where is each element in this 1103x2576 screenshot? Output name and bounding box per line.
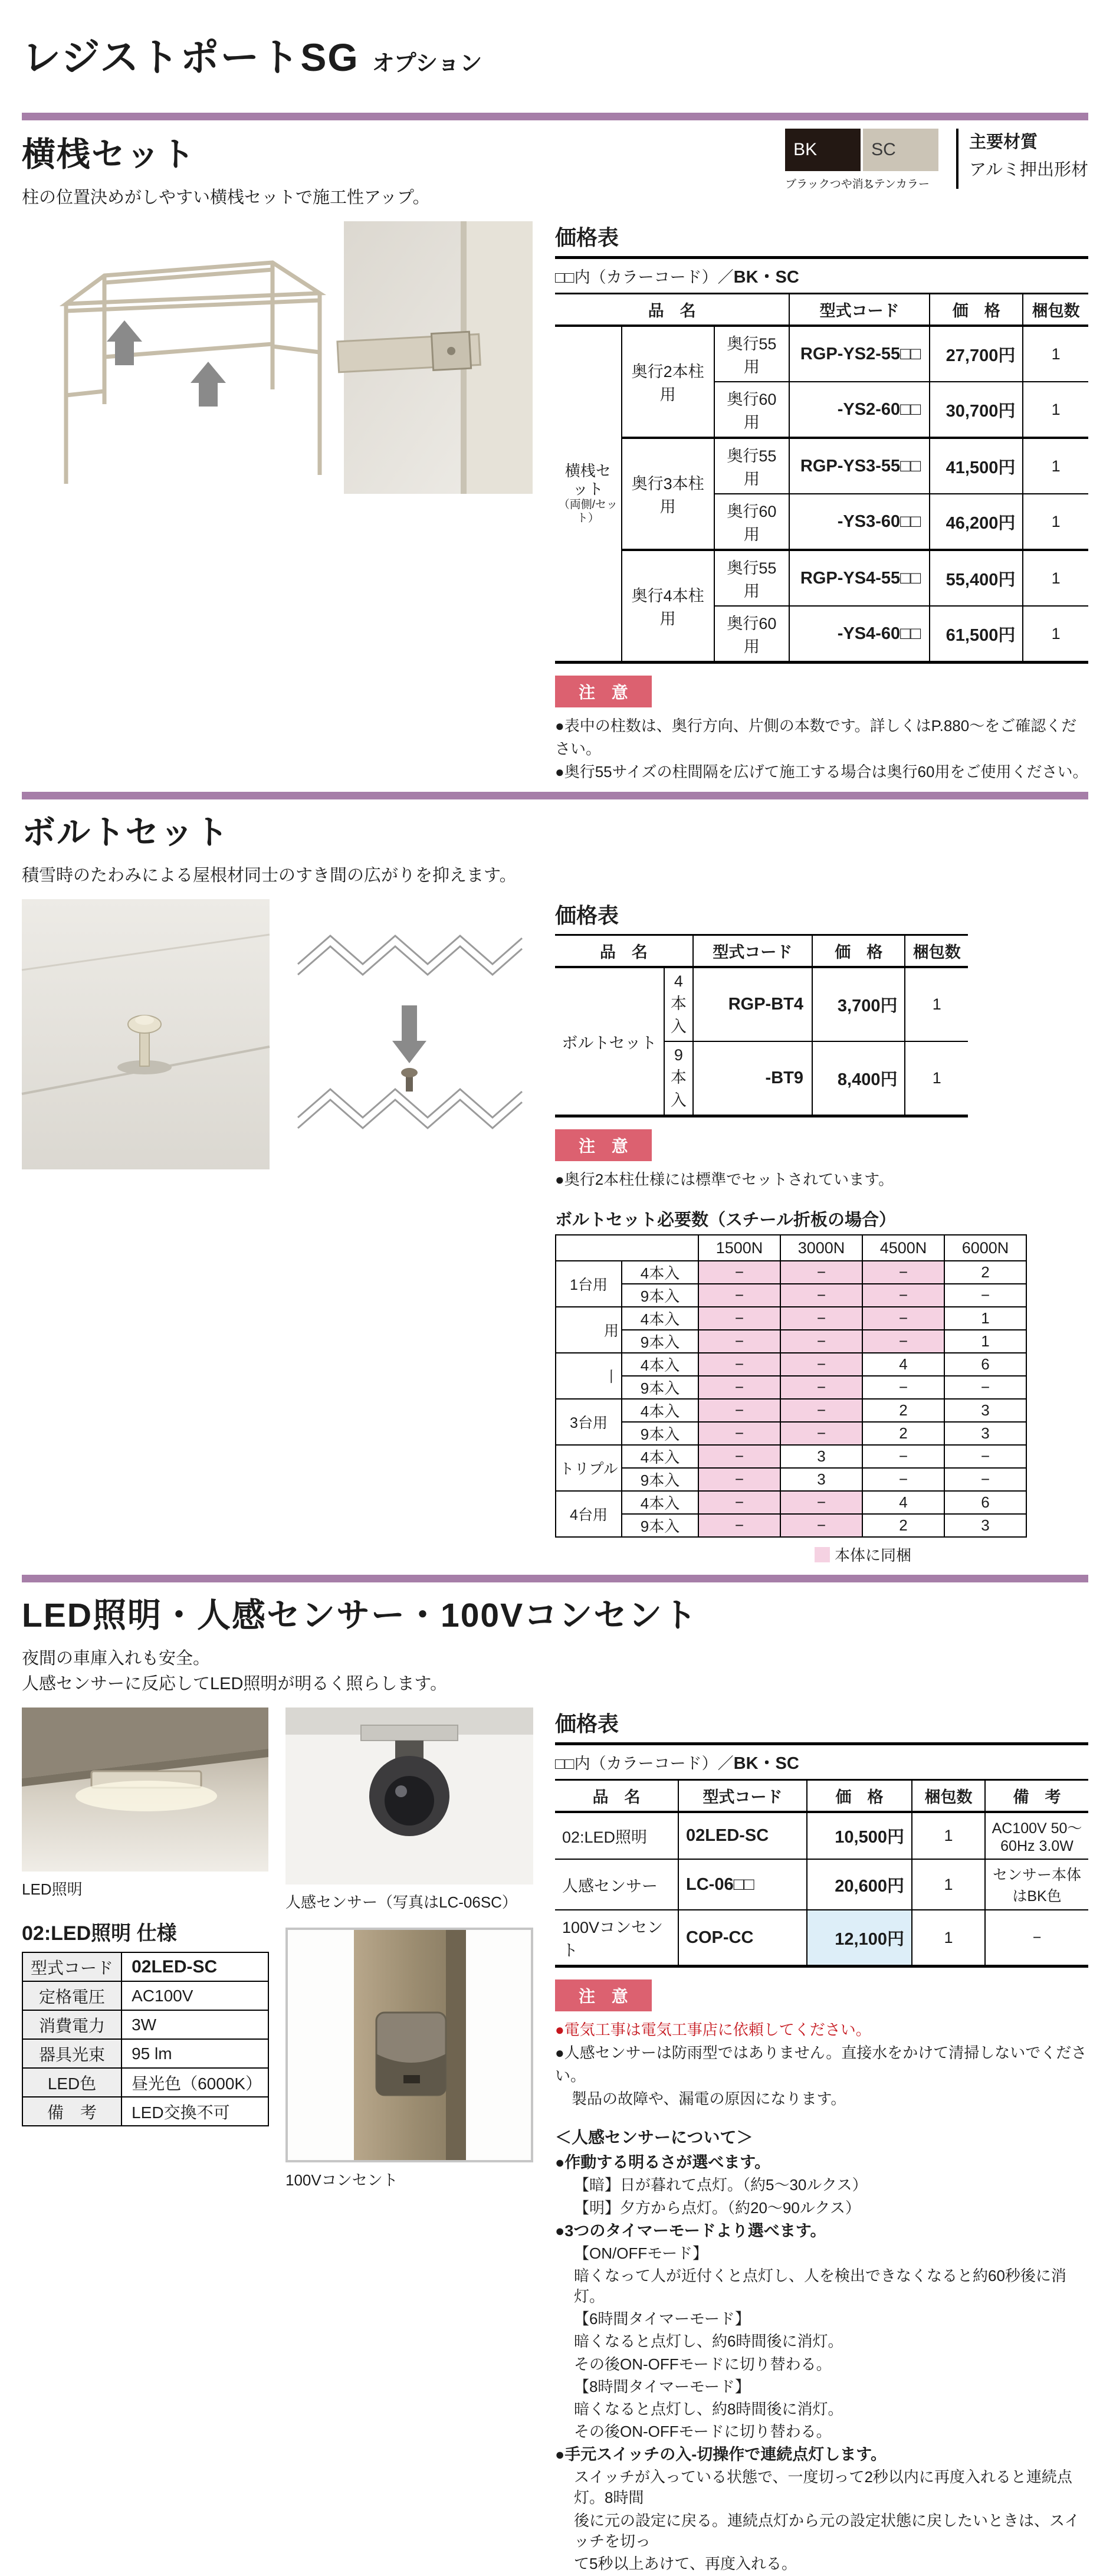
matrix-legend	[815, 1543, 1088, 1565]
matrix-cell: −	[698, 1514, 780, 1537]
col-header-price: 価 格	[807, 1780, 912, 1813]
sensor-info-line: 後に元の設定に戻る。連続点灯から元の設定状態に戻したいときは、スイッチを切っ	[574, 2511, 1080, 2550]
matrix-group-label: 丨	[556, 1353, 622, 1399]
depth-cell: 奥行55用	[714, 550, 790, 606]
spec-value: 02LED-SC	[122, 1952, 268, 1981]
qty-cell: 1	[1023, 606, 1088, 663]
rail-closeup-photo	[344, 221, 533, 494]
price-cell: 10,500円	[807, 1812, 912, 1859]
matrix-row	[556, 1261, 1026, 1284]
depth-cell: 奥行60用	[714, 382, 790, 438]
spec-label: 型式コード	[22, 1952, 122, 1981]
subgroup-label: 奥行3本柱用	[622, 438, 714, 550]
matrix-cell: 2	[862, 1422, 944, 1445]
col-header-name: 品 名	[555, 1780, 678, 1813]
col-header-qty: 梱包数	[905, 935, 968, 968]
matrix-group-label: 3台用	[556, 1399, 622, 1445]
subgroup-label: 奥行4本柱用	[622, 550, 714, 663]
spec-label: 消費電力	[22, 2010, 122, 2039]
sensor-info-line: 【暗】日が暮れて点灯。（約5〜30ルクス）	[574, 2176, 868, 2194]
matrix-row	[556, 1376, 1026, 1399]
matrix-group-label: 1台用	[556, 1261, 622, 1307]
color-code-note-prefix: □□内（カラーコード）／	[555, 1755, 734, 1772]
roof-panel-diagram	[286, 899, 533, 1169]
code-cell: RGP-YS2-55□□	[789, 326, 930, 382]
pack-cell: 9本入	[622, 1514, 698, 1537]
spec-label: LED色	[22, 2068, 122, 2097]
group-sublabel: （両側/セット）	[558, 499, 618, 525]
matrix-cell: −	[698, 1468, 780, 1491]
matrix-row	[556, 1353, 1026, 1376]
note-line-red: ●電気工事は電気工事店に依頼してください。	[555, 2021, 871, 2038]
section-lead-led-2: 人感センサーに反応してLED照明が明るく照らします。	[22, 1674, 448, 1693]
sensor-info-line: ●3つのタイマーモードより選べます。	[555, 2221, 826, 2240]
remark-cell: センサー本体はBK色	[985, 1859, 1088, 1910]
code-cell: COP-CC	[678, 1910, 807, 1967]
group-label-cell	[555, 326, 622, 663]
spec-value: 昼光色（6000K）	[122, 2068, 268, 2097]
pack-cell: 9本入	[622, 1330, 698, 1353]
matrix-cell: 2	[862, 1399, 944, 1422]
matrix-row	[556, 1514, 1026, 1537]
matrix-cell: −	[862, 1307, 944, 1330]
color-code-note	[555, 264, 1088, 288]
table-row	[555, 1812, 1088, 1859]
swatch-sc-box: SC	[863, 129, 938, 171]
qty-cell: 1	[905, 1041, 968, 1116]
sensor-info-line: 暗くなって人が近付くと点灯し、人を検出できなくなると約60秒後に消灯。	[574, 2267, 1066, 2306]
matrix-row	[556, 1468, 1026, 1491]
spec-row	[22, 2039, 268, 2068]
sensor-photo-caption: 人感センサー（写真はLC-06SC）	[285, 1893, 517, 1911]
code-cell: -YS3-60□□	[789, 494, 930, 550]
carport-frame-photo	[22, 221, 333, 494]
code-cell: -YS4-60□□	[789, 606, 930, 663]
swatch-bk-caption: ブラックつや消し	[785, 178, 875, 191]
sensor-info-line: ●手元スイッチの入-切操作で連続点灯します。	[555, 2445, 887, 2463]
spec-row	[22, 2068, 268, 2097]
section-title-bolt: ボルトセット	[22, 814, 230, 851]
note-line: ●表中の柱数は、奥行方向、片側の本数です。詳しくはP.880〜をご確認ください。	[555, 717, 1077, 758]
price-cell: 61,500円	[930, 606, 1023, 663]
outlet-photo-caption: 100Vコンセント	[285, 2171, 398, 2189]
price-table-heading: 価格表	[555, 225, 619, 250]
matrix-cell: 3	[944, 1399, 1026, 1422]
matrix-row	[556, 1307, 1026, 1330]
matrix-cell: −	[780, 1353, 862, 1376]
led-spec-title: 02:LED照明 仕様	[22, 1922, 177, 1945]
matrix-cell: 6	[944, 1491, 1026, 1514]
swatch-sc-caption: ステンカラー	[863, 178, 930, 191]
matrix-cell: −	[780, 1399, 862, 1422]
col-header-code: 型式コード	[678, 1780, 807, 1813]
swatch-sc	[863, 129, 938, 191]
pack-cell: 4本入	[622, 1261, 698, 1284]
sensor-info-line: 暗くなると点灯し、約8時間後に消灯。	[574, 2400, 843, 2418]
matrix-cell: −	[780, 1330, 862, 1353]
sensor-info-line: その後ON-OFFモードに切り替わる。	[574, 2355, 832, 2373]
matrix-cell: −	[862, 1468, 944, 1491]
matrix-cell: −	[944, 1468, 1026, 1491]
matrix-cell: 3	[944, 1514, 1026, 1537]
qty-cell: 1	[912, 1859, 985, 1910]
code-cell: -BT9	[693, 1041, 812, 1116]
sensor-info-line: その後ON-OFFモードに切り替わる。	[574, 2422, 832, 2440]
matrix-cell: −	[698, 1445, 780, 1468]
matrix-cell: −	[698, 1284, 780, 1307]
led-price-table	[555, 1779, 1088, 1968]
matrix-group-label: トリプル	[556, 1445, 622, 1491]
col-header-name: 品 名	[555, 935, 693, 968]
sensor-info-line: 【6時間タイマーモード】	[574, 2310, 750, 2328]
sensor-info-line: 暗くなると点灯し、約6時間後に消灯。	[574, 2332, 843, 2351]
spec-value: 3W	[122, 2010, 268, 2039]
page-title-main: レジストポートSG	[22, 35, 359, 79]
matrix-cell: −	[862, 1376, 944, 1399]
matrix-cell: −	[780, 1376, 862, 1399]
price-cell-highlighted: 12,100円	[807, 1910, 912, 1967]
spec-value: LED交換不可	[122, 2097, 268, 2126]
group-label: ボルトセット	[555, 967, 664, 1116]
matrix-col-header: 3000N	[780, 1235, 862, 1261]
qty-cell: 1	[1023, 382, 1088, 438]
pink-legend-swatch	[815, 1547, 830, 1562]
matrix-cell: −	[780, 1307, 862, 1330]
matrix-cell: 1	[944, 1330, 1026, 1353]
yokosan-price-table	[555, 293, 1088, 664]
pack-cell: 4本入	[622, 1445, 698, 1468]
matrix-cell: 3	[944, 1422, 1026, 1445]
outlet-photo	[285, 1928, 533, 2162]
depth-cell: 奥行60用	[714, 606, 790, 663]
qty-cell: 1	[1023, 438, 1088, 494]
spec-value: AC100V	[122, 1981, 268, 2010]
swatch-bk	[785, 129, 875, 191]
table-row	[555, 1910, 1088, 1967]
caution-badge: 注 意	[555, 1129, 652, 1161]
sensor-info-line: スイッチが入っている状態で、一度切って2秒以内に再度入れると連続点灯。8時間	[574, 2468, 1072, 2507]
matrix-row	[556, 1284, 1026, 1307]
matrix-title: ボルトセット必要数（スチール折板の場合）	[555, 1211, 896, 1230]
sensor-info-heading: ＜人感センサーについて＞	[555, 2128, 753, 2146]
motion-sensor-photo	[285, 1707, 533, 1885]
color-code-note-prefix: □□内（カラーコード）／	[555, 268, 734, 286]
matrix-row	[556, 1422, 1026, 1445]
note-line: ●人感センサーは防雨型ではありません。直接水をかけて清掃しないでください。	[555, 2044, 1087, 2085]
col-header-name: 品 名	[555, 294, 789, 326]
matrix-cell: −	[698, 1376, 780, 1399]
matrix-group-label: 4台用	[556, 1491, 622, 1537]
matrix-cell: −	[862, 1284, 944, 1307]
sensor-info-line: て5秒以上あけて、再度入れる。	[574, 2554, 797, 2572]
spec-label: 器具光束	[22, 2039, 122, 2068]
qty-cell: 1	[912, 1812, 985, 1859]
code-cell: LC-06□□	[678, 1859, 807, 1910]
divider	[956, 129, 958, 189]
matrix-cell: 3	[780, 1468, 862, 1491]
section-lead-bolt: 積雪時のたわみによる屋根材同士のすき間の広がりを抑えます。	[22, 866, 517, 885]
depth-cell: 奥行55用	[714, 438, 790, 494]
led-light-photo	[22, 1707, 268, 1872]
matrix-cell: −	[698, 1353, 780, 1376]
matrix-cell: −	[698, 1422, 780, 1445]
matrix-cell: −	[698, 1261, 780, 1284]
product-name-cell: 人感センサー	[555, 1859, 678, 1910]
section-title-yokosan: 横桟セット	[22, 136, 196, 173]
material-label: 主要材質	[969, 133, 1038, 152]
matrix-row	[556, 1491, 1026, 1514]
table-row	[555, 550, 1088, 606]
qty-cell: 1	[905, 967, 968, 1041]
section-bolt	[22, 792, 1088, 1565]
matrix-cell: 2	[862, 1514, 944, 1537]
color-code-note-codes: BK・SC	[733, 268, 799, 287]
col-header-qty: 梱包数	[912, 1780, 985, 1813]
material-block	[969, 129, 1088, 181]
spec-row	[22, 2010, 268, 2039]
matrix-cell: −	[862, 1261, 944, 1284]
bolt-price-table	[555, 934, 968, 1117]
price-cell: 8,400円	[812, 1041, 905, 1116]
matrix-row	[556, 1330, 1026, 1353]
color-code-note-codes: BK・SC	[733, 1754, 799, 1773]
section-lead-led-1: 夜間の車庫入れも安全。	[22, 1649, 211, 1668]
led-spec-table	[22, 1952, 269, 2126]
qty-cell: 1	[912, 1910, 985, 1967]
matrix-cell: −	[944, 1376, 1026, 1399]
led-photo-caption: LED照明	[22, 1880, 83, 1898]
price-table-heading: 価格表	[555, 903, 619, 928]
color-code-note	[555, 1750, 1088, 1774]
price-cell: 27,700円	[930, 326, 1023, 382]
col-header-price: 価 格	[812, 935, 905, 968]
price-cell: 30,700円	[930, 382, 1023, 438]
matrix-cell: −	[862, 1445, 944, 1468]
spec-row	[22, 1952, 268, 1981]
depth-cell: 奥行55用	[714, 326, 790, 382]
price-cell: 20,600円	[807, 1859, 912, 1910]
matrix-cell: −	[944, 1284, 1026, 1307]
page-title	[22, 26, 1088, 82]
product-name-cell: 100Vコンセント	[555, 1910, 678, 1967]
legend-label: 本体に同梱	[835, 1546, 912, 1564]
code-cell: RGP-YS3-55□□	[789, 438, 930, 494]
spec-label: 定格電圧	[22, 1981, 122, 2010]
subgroup-label: 奥行2本柱用	[622, 326, 714, 438]
matrix-cell: −	[780, 1261, 862, 1284]
rule	[555, 1742, 1088, 1745]
pack-cell: 9本入	[622, 1376, 698, 1399]
bolt-required-matrix	[555, 1234, 1027, 1538]
matrix-cell: 3	[780, 1445, 862, 1468]
page-title-suffix: オプション	[372, 51, 482, 76]
table-row	[555, 967, 968, 1041]
color-swatches	[785, 129, 1088, 191]
matrix-cell: −	[780, 1491, 862, 1514]
rule	[555, 256, 1088, 259]
pack-cell: 4本入	[622, 1307, 698, 1330]
qty-cell: 1	[1023, 494, 1088, 550]
product-name-cell: 02:LED照明	[555, 1812, 678, 1859]
sensor-info-line: 【明】夕方から点灯。（約20〜90ルクス）	[574, 2198, 861, 2217]
bolt-photo	[22, 899, 270, 1169]
matrix-row	[556, 1399, 1026, 1422]
table-row	[555, 438, 1088, 494]
code-cell: RGP-BT4	[693, 967, 812, 1041]
matrix-cell: 2	[944, 1261, 1026, 1284]
section-accent-bar	[22, 792, 1088, 799]
qty-cell: 1	[1023, 326, 1088, 382]
code-cell: RGP-YS4-55□□	[789, 550, 930, 606]
matrix-cell: 1	[944, 1307, 1026, 1330]
pack-cell: 9本入	[622, 1284, 698, 1307]
matrix-cell: −	[698, 1307, 780, 1330]
sensor-info-line: 【ON/OFFモード】	[574, 2244, 708, 2263]
section-led	[22, 1575, 1088, 2576]
matrix-cell: 4	[862, 1353, 944, 1376]
remark-cell: AC100V 50〜60Hz 3.0W	[985, 1812, 1088, 1859]
section-accent-bar	[22, 113, 1088, 120]
price-table-heading: 価格表	[555, 1712, 619, 1736]
sensor-info-line: 【8時間タイマーモード】	[574, 2377, 750, 2395]
spec-label: 備 考	[22, 2097, 122, 2126]
matrix-cell: −	[698, 1330, 780, 1353]
matrix-cell: −	[698, 1491, 780, 1514]
pack-cell: 4本入	[622, 1491, 698, 1514]
note-line: ●奥行2本柱仕様には標準でセットされています。	[555, 1171, 894, 1188]
spec-value: 95 lm	[122, 2039, 268, 2068]
section-yokosan	[22, 113, 1088, 784]
matrix-cell: 6	[944, 1353, 1026, 1376]
col-header-note: 備 考	[985, 1780, 1088, 1813]
sensor-info-line: ●作動する明るさが選べます。	[555, 2154, 771, 2171]
matrix-cell: −	[780, 1284, 862, 1307]
note-line: 製品の故障や、漏電の原因になります。	[572, 2090, 846, 2108]
price-cell: 46,200円	[930, 494, 1023, 550]
col-header-price: 価 格	[930, 294, 1023, 326]
section-lead-yokosan: 柱の位置決めがしやすい横桟セットで施工性アップ。	[22, 188, 430, 207]
pack-cell: 9本入	[622, 1468, 698, 1491]
matrix-group-label: 用	[556, 1307, 622, 1353]
price-cell: 3,700円	[812, 967, 905, 1041]
table-row	[555, 1859, 1088, 1910]
pack-cell: 9本入	[622, 1422, 698, 1445]
remark-cell: −	[985, 1910, 1088, 1967]
matrix-cell: 4	[862, 1491, 944, 1514]
price-cell: 41,500円	[930, 438, 1023, 494]
matrix-cell: −	[780, 1514, 862, 1537]
price-cell: 55,400円	[930, 550, 1023, 606]
matrix-cell: −	[944, 1445, 1026, 1468]
col-header-qty: 梱包数	[1023, 294, 1088, 326]
section-accent-bar	[22, 1575, 1088, 1582]
note-line: ●奥行55サイズの柱間隔を広げて施工する場合は奥行60用をご使用ください。	[555, 763, 1088, 781]
matrix-col-header: 1500N	[698, 1235, 780, 1261]
group-label: 横桟セット	[564, 462, 611, 499]
swatch-bk-box: BK	[785, 129, 861, 171]
code-cell: 02LED-SC	[678, 1812, 807, 1859]
spec-row	[22, 1981, 268, 2010]
pack-cell: 9本入	[664, 1041, 693, 1116]
depth-cell: 奥行60用	[714, 494, 790, 550]
pack-cell: 4本入	[622, 1353, 698, 1376]
code-cell: -YS2-60□□	[789, 382, 930, 438]
matrix-col-header: 6000N	[944, 1235, 1026, 1261]
caution-badge: 注 意	[555, 1979, 652, 2011]
spec-row	[22, 2097, 268, 2126]
matrix-corner	[556, 1235, 698, 1261]
col-header-code: 型式コード	[693, 935, 812, 968]
caution-badge: 注 意	[555, 676, 652, 707]
section-title-led: LED照明・人感センサー・100Vコンセント	[22, 1597, 698, 1634]
matrix-cell: −	[698, 1399, 780, 1422]
matrix-col-header: 4500N	[862, 1235, 944, 1261]
pack-cell: 4本入	[622, 1399, 698, 1422]
table-row	[555, 326, 1088, 382]
matrix-cell: −	[780, 1422, 862, 1445]
matrix-cell: −	[862, 1330, 944, 1353]
qty-cell: 1	[1023, 550, 1088, 606]
material-value: アルミ押出形材	[969, 160, 1088, 179]
matrix-row	[556, 1445, 1026, 1468]
col-header-code: 型式コード	[789, 294, 930, 326]
pack-cell: 4本入	[664, 967, 693, 1041]
